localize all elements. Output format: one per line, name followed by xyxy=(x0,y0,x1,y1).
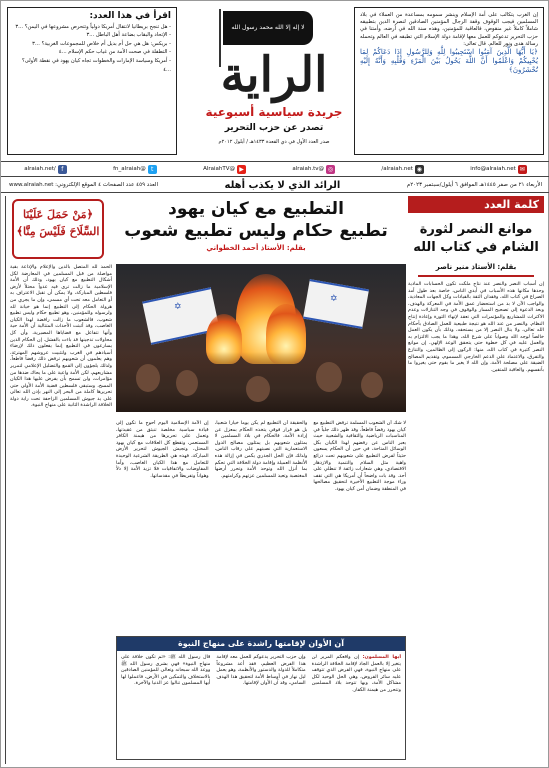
masthead-area xyxy=(1,1,549,161)
editorial-column xyxy=(408,196,544,764)
khilafah-column: قال رسول الله ﷺ: «ثم تكون خلافة على منهاج النبوة» فهي بشرى رسول الله ﷺ ووعد الله سبحانه وتعالى للمؤمنين الصادقين بالاستخلاف والتمكين في الأرض، فاعملوا لها أيها المسلمون تنالوا عز الدنيا والآخرة. xyxy=(121,654,211,687)
social-twitter[interactable] xyxy=(113,165,157,174)
newspaper-slogan: الرائد الذي لا يكذب أهله xyxy=(224,179,341,191)
toc-item[interactable]: - أمريكا وسياسة الإمارات والخطوات تجاه كيان يهود في نقطة الأولى؟ ...٤ xyxy=(22,57,171,73)
main-subheadline[interactable]: تطبيع حكام وليس تطبيع شعوب xyxy=(124,221,388,241)
main-headline[interactable]: التطبيع مع كيان يهود xyxy=(168,199,344,219)
article-column: إن الأمة الإسلامية اليوم أحوج ما تكون إلى قيادة سياسية مخلصة تنبثق من عقيدتها، وتعمل على تحريرها من هيمنة الكافر المستعمر، وتقطع كل العلاقات مع كيان يهود المحتل، وتجيش الجيوش لتحرير الأرض المباركة، فهذه هي الطريقة الشرعية الوحيدة للتعامل مع هذا الكيان الغاصب، وأما المفاوضات والاتفاقيات فلا تزيد الأمة إلا ذلاً وهواناً وتفريطاً في مقدساتها. xyxy=(115,420,209,479)
toc-item[interactable]: - هل تنجح بريطانيا لانتقال أمريكا دولياً وتتحرص مشروعها في اليمن؟ ...٣ xyxy=(15,23,171,30)
divider xyxy=(418,275,534,277)
social-label: info@alraiah.net xyxy=(470,166,516,172)
toc-title: اقرأ في هذا العدد: xyxy=(89,11,171,21)
first-issue-line: صدر العدد الأول في ذي القعدة ١٤٣٣هـ / أيلول ٢٠١٢م xyxy=(218,139,330,145)
toc-item[interactable]: - الإتحاد والبقاب بضاعة أهل الباطل ...٣ xyxy=(86,32,171,39)
issue-number: العدد ٤٥٩ عدد الصفحات ٤ الموقع الإلكتروني: www.alraiah.net xyxy=(9,182,158,188)
person-head-shape xyxy=(246,376,270,402)
social-web[interactable] xyxy=(381,165,424,174)
banner-flag-icon xyxy=(223,11,313,45)
social-instagram[interactable] xyxy=(292,165,335,174)
youtube-icon: ▶ xyxy=(237,165,246,174)
article-column: والحقيقة أن التطبيع لم يكن يوماً خياراً شعبياً، بل هو قرار فوقي يتخذه الحكام بمعزل عن إرادة الأمة، فالحكام في بلاد المسلمين لا يمثلون شعوبهم بل يمثلون مصالح الدول الاستعمارية التي نصبتهم على رقاب الناس، ولذلك فإن الحل الجذري يكمن في إزالة هذه الأنظمة العميلة وإقامة دولة الخلافة التي تحكم بما أنزل الله وتوحد الأمة وتحرر أرضها المغتصبة وتعيد للمسلمين عزتهم وكرامتهم. xyxy=(214,420,308,479)
social-label: @fn_alraiah xyxy=(113,166,146,172)
newspaper-subtitle: جريدة سياسية أسبوعية xyxy=(205,105,343,119)
flag-shape xyxy=(303,279,369,329)
social-label: alraiah.net/ xyxy=(381,166,413,172)
quote-box: ﴿مَنْ حَمَلَ عَلَيْنَا السِّلَاحَ فَلَيْسَ مِنَّا﴾ xyxy=(12,199,104,259)
social-label: @alraiah.tv xyxy=(292,166,324,172)
khilafah-text: إن واقعكم المرير لن يتغير إلا بالعمل الجاد لإقامة الخلافة الراشدة على منهاج النبوة، فهي الفرض الذي تتوقف عليه سائر الفروض، وهي الحل الوحيد لكل مشاكل الأمة، وبها تتوحد بلاد المسلمين وتتحرر من هيمنة الكفار. xyxy=(311,654,401,693)
editorial-author: بقلم: الأستاذ منير ناصر xyxy=(435,263,517,271)
khilafah-box xyxy=(116,636,406,760)
newspaper-logo[interactable]: الراية xyxy=(220,47,328,103)
table-of-contents xyxy=(7,7,177,155)
person-head-shape xyxy=(176,370,198,396)
flag-text: لا إله إلا الله محمد رسول الله xyxy=(231,24,305,31)
issue-info-bar xyxy=(1,178,549,193)
editorial-header: كلمة العدد xyxy=(408,196,544,213)
social-label: /alraiah.net xyxy=(24,166,56,172)
social-label: @AlraiahTV xyxy=(203,166,236,172)
editorial-title[interactable]: موانع النصر لثورة الشام في كتاب الله xyxy=(413,222,539,255)
verse-box xyxy=(354,7,544,155)
editorial-body: إن أسباب النصر والنصر عند نتاج ملكت تكون الحسابات المادية وحدها مكانها هذه الأسباب في أيدي الناس، خاصة بعد طول أمد الصراع في كتاب الله، وفقدان الثقة بالقيادات وكل الجهات المعادية، والواجب الآن لا بد من استحضار عمق الأمة في المعركة والهدف، وبعد الدعوة إلى تصحيح المسار والوقوف في وجه التنازلات وعدم الاكتراث للمشاريع والمؤتمرات التي تعقد لإنهاء الثورة وإعادة إنتاج النظام. والنصر من عند الله هو نتيجة طبيعية للعمل الصادق بأحكام الله تعالى، ولا ينال النصر إلا من يستحقه، وذلك بأن يكون العمل خالصاً لوجه الله وصواباً على شرع الله، وهذا ما يجب الالتزام به والعمل عليه في كل خطوة حتى يتحقق الوعد الإلهي. إن موانع النصر كثيرة في كتاب الله، منها: الركون إلى الظالمين، والتنازع والتفرق، والاعتماد على الدعم الخارجي المسموم، وتقديم المصالح الضيقة على مصلحة الأمة، وإن الله لا يغير ما بقوم حتى يغيروا ما بأنفسهم. والعاقبة للمتقين. xyxy=(408,281,544,373)
issue-date: الأربعاء ٢١ من صفر ١٤٤٥هـ الموافق ٦ أيلول/سبتمبر ٢٠٢٣م xyxy=(406,182,542,188)
masthead-logo-block xyxy=(183,7,365,157)
quran-verse: ﴿يَا أَيُّهَا الَّذِينَ آمَنُوا اسْتَجِيبُوا لِلَّهِ وَلِلرَّسُولِ إِذَا دَعَاكُمْ لِمَا يُحْيِيكُمْ وَاعْلَمُوا أَنَّ اللَّهَ يَحُولُ بَيْنَ الْمَرْءِ وَقَلْبِهِ وَأَنَّهُ إِلَيْهِ تُحْشَرُونَ﴾ xyxy=(360,48,538,75)
article-photo xyxy=(116,264,406,412)
twitter-icon: t xyxy=(148,165,157,174)
social-links-bar xyxy=(1,161,549,177)
facebook-icon: f xyxy=(58,165,67,174)
web-icon: ◉ xyxy=(416,165,423,173)
person-head-shape xyxy=(316,362,342,392)
toc-list xyxy=(13,23,171,75)
star-of-david-icon: ✡ xyxy=(330,294,338,304)
article-columns xyxy=(116,420,406,632)
khilafah-columns xyxy=(117,651,405,759)
social-youtube[interactable] xyxy=(203,165,246,174)
person-head-shape xyxy=(136,364,160,392)
email-icon: ✉ xyxy=(519,165,525,173)
toc-item[interactable]: - التطفلة في صحت الأمة من غياب حكم الإسلام ...٤ xyxy=(58,49,171,56)
toc-item[interactable]: - بريكس: هل هي حل أم بديل أم خلاص للمجموعات الغربية؟ ...٣ xyxy=(32,40,171,47)
main-article-body: الحمد لله المتصل بالدين والإعلام والإذاعة بقية مواصلة من قبل المسلمين في المعارضة لكل أشكال التطبيع مع كيان يهود، وذلك أن الأمة الإسلامية ما زالت ترى فيه عدواً محتلاً لأرض فلسطين المباركة، ولا يمكن أن تقبل الاعتراف به أو التعامل معه تحت أي مسمى، وإن ما يجري من هرولة الحكام إلى التطبيع إنما هو خيانة لله ولرسوله وللمؤمنين، وهو تطبيع حكام وليس تطبيع شعوب، فالشعوب ما زالت رافضة لهذا الكيان الغاصب، وقد أثبتت الأحداث المتتالية أن الأمة حية وأنها تتفاعل مع قضاياها المصيرية، وأن كل محاولات تدجينها قد باءت بالفشل. إن الحكام الذين يسارعون في التطبيع إنما يفعلون ذلك لإرضاء أسيادهم في الغرب ولتثبيت عروشهم المهترئة، وهم يعلمون أن شعوبهم ترفض ذلك رفضاً قاطعاً، ولذلك يلجؤون إلى القمع والتضليل الإعلامي لتمرير مشاريعهم، لكن الأمة واعية على ما يحاك ضدها من مؤامرات، ولن تسمح بأن يفرض عليها هذا الكيان المسخ، وستبقى فلسطين قضية الأمة الأولى حتى تحريرها كاملة من البحر إلى النهر بإذن الله تعالى على يد جيوش المسلمين الزاحفة تحت راية دولة الخلافة الراشدة الثانية على منهاج النبوة. xyxy=(10,264,112,409)
khilafah-column xyxy=(312,654,401,756)
star-of-david-icon: ✡ xyxy=(174,302,182,312)
main-article-area xyxy=(5,196,408,764)
publisher-line: تصدر عن حزب التحرير xyxy=(224,123,324,133)
verse-intro: إن الغرب يتكالب على أمة الإسلام وينشر سمومه بمساعدة من العملاء في بلاد المسلمين فيجب الوقوف وقفة الرجال المؤمنين الصادقين لنصرة الدين بتطبيقه شاملاً كاملاً غير منقوص، فالعاقبة للمؤمنين، وهذه سنة الله في أرضه، وأمتنا في حزب التحرير تدعوكم للعمل معها لإقامة دولة الإسلام التي تطبقه في العالم وتحمله رسالة هدى ونور للعالم. قال تعالى: xyxy=(360,12,538,47)
khilafah-column: وإن حزب التحرير يدعوكم للعمل معه لإقامة هذا الفرض العظيم، فقد أعد مشروعاً متكاملاً للدولة والدستور والأنظمة، وهو يعمل ليل نهار في أوساط الأمة لتحقيق هذا الهدف السامي، وقد آن الأوان لإقامتها. xyxy=(216,654,306,687)
article-column: لا شك أن الشعوب المسلمة ترفض التطبيع مع كيان يهود رفضاً قاطعاً، وقد ظهر ذلك جلياً في المناسبات الرياضية والثقافية والشعبية حيث يعبر الناس عن رفضهم لهذا الكيان بكل الوسائل المتاحة، في حين أن الحكام يسعون حثيثاً لفرض التطبيع على شعوبهم تحت ذرائع واهية مثل السلام والتنمية والازدهار الاقتصادي، وهي شعارات زائفة لا تنطلي على أحد. وقد بات واضحاً أن أمريكا هي التي تقف وراء موجة التطبيع الأخيرة لتحقيق مصالحها في المنطقة وضمان أمن كيان يهود. xyxy=(313,420,406,492)
main-byline: بقلم: الأستاذ أحمد الخطواني xyxy=(206,244,306,252)
instagram-icon: ◎ xyxy=(327,165,334,173)
khilafah-lead: أيها المسلمون: xyxy=(362,654,401,660)
social-email[interactable] xyxy=(470,165,527,174)
khilafah-box-title[interactable]: آن الأوان لإقامتها راشدة على منهاج النبوة xyxy=(117,637,405,651)
person-head-shape xyxy=(361,372,383,398)
main-headline-block xyxy=(6,196,409,262)
social-facebook[interactable] xyxy=(24,165,67,174)
